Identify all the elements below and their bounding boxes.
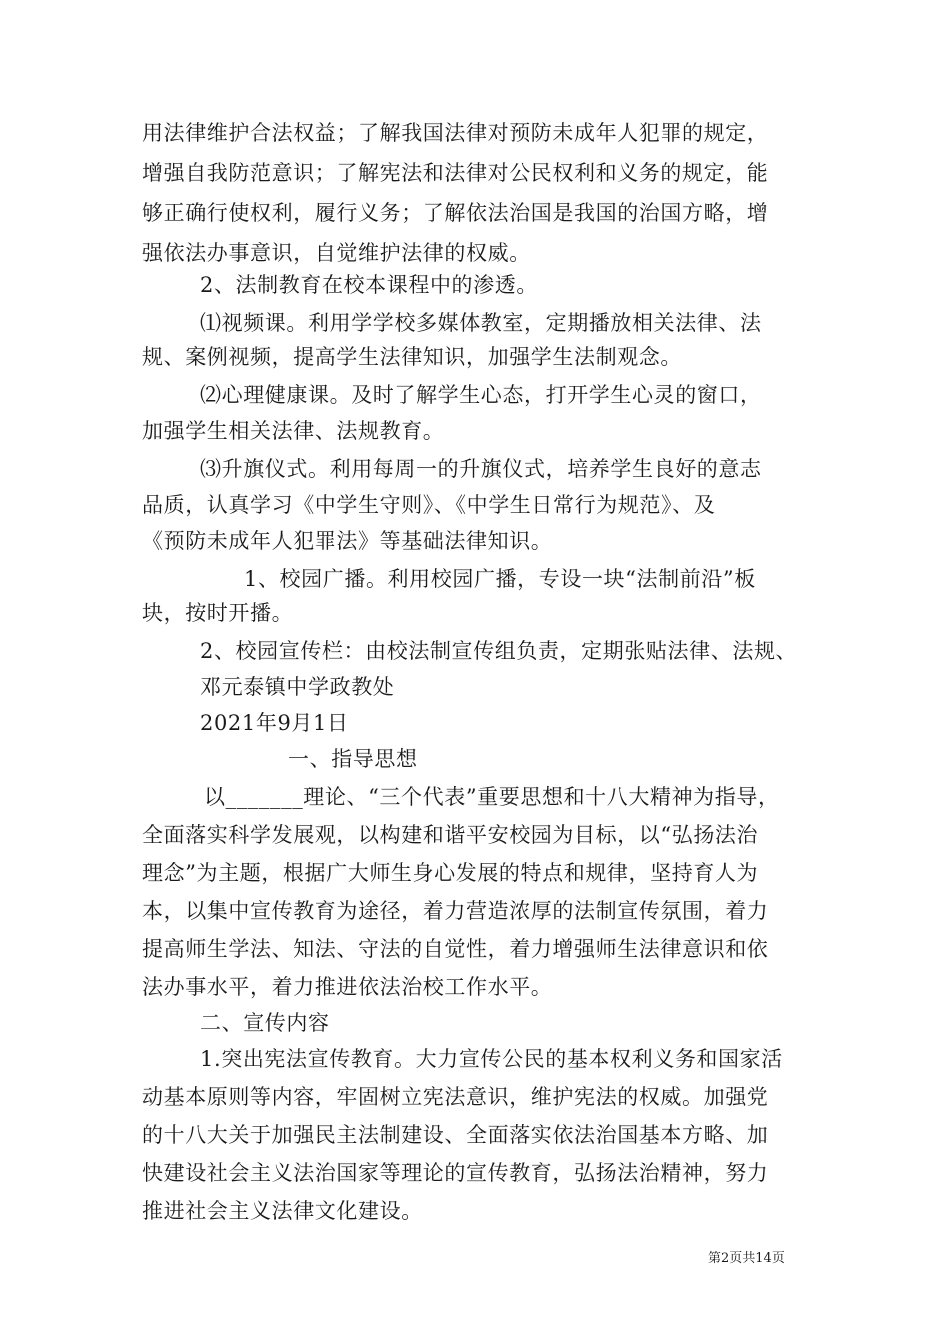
- section-heading: 2、法制教育在校本课程中的渗透。: [200, 273, 538, 297]
- text-line: 理念”为主题，根据广大师生身心发展的特点和规律，坚持育人为: [142, 861, 759, 885]
- text-line: 推进社会主义法律文化建设。: [142, 1199, 423, 1223]
- text-line: 全面落实科学发展观，以构建和谐平安校园为目标，以“弘扬法治: [142, 823, 759, 847]
- text-line: 的十八大关于加强民主法制建设、全面落实依法治国基本方略、加: [142, 1123, 769, 1147]
- text-line: 快建设社会主义法治国家等理论的宣传教育，弘扬法治精神，努力: [142, 1161, 769, 1185]
- text-line: 块，按时开播。: [142, 601, 294, 625]
- page-number: 第2页共14页: [708, 1251, 785, 1266]
- text-line: 加强学生相关法律、法规教育。: [142, 419, 445, 443]
- text-line: 提高师生学法、知法、守法的自觉性，着力增强师生法律意识和依: [142, 937, 769, 961]
- text-line: 品质，认真学习《中学生守则》、《中学生日常行为规范》、及: [142, 493, 716, 517]
- text-line: 强依法办事意识，自觉维护法律的权威。: [142, 241, 531, 265]
- section-heading: 二、宣传内容: [200, 1011, 330, 1035]
- text-line: 用法律维护合法权益；了解我国法律对预防未成年人犯罪的规定，: [142, 121, 769, 145]
- signature-date: 2021年9月1日: [200, 711, 349, 735]
- text-line: 1.突出宪法宣传教育。大力宣传公民的基本权利义务和国家活: [200, 1047, 783, 1071]
- text-line: 以_______理论、“三个代表”重要思想和十八大精神为指导，: [204, 785, 780, 809]
- section-heading: 一、指导思想: [288, 747, 418, 771]
- text-line: 《预防未成年人犯罪法》等基础法律知识。: [142, 529, 553, 553]
- text-line: 1、校园广播。利用校园广播，专设一块“法制前沿”板: [244, 567, 756, 591]
- text-line: 增强自我防范意识；了解宪法和法律对公民权利和义务的规定，能: [142, 161, 769, 185]
- signature-office: 邓元泰镇中学政教处: [200, 675, 395, 699]
- text-line: 规、案例视频，提高学生法律知识，加强学生法制观念。: [142, 345, 682, 369]
- text-line: 动基本原则等内容，牢固树立宪法意识，维护宪法的权威。加强党: [142, 1085, 769, 1109]
- text-line: ⑶升旗仪式。利用每周一的升旗仪式，培养学生良好的意志: [200, 457, 762, 481]
- text-line: ⑴视频课。利用学学校多媒体教室，定期播放相关法律、法: [200, 311, 762, 335]
- text-line: ⑵心理健康课。及时了解学生心态，打开学生心灵的窗口，: [200, 383, 762, 407]
- text-line: 法办事水平，着力推进依法治校工作水平。: [142, 975, 553, 999]
- text-line: 够正确行使权利，履行义务；了解依法治国是我国的治国方略，增: [142, 201, 769, 225]
- text-line: 2、校园宣传栏：由校法制宣传组负责，定期张贴法律、法规、: [200, 639, 798, 663]
- text-line: 本，以集中宣传教育为途径，着力营造浓厚的法制宣传氛围，着力: [142, 899, 769, 923]
